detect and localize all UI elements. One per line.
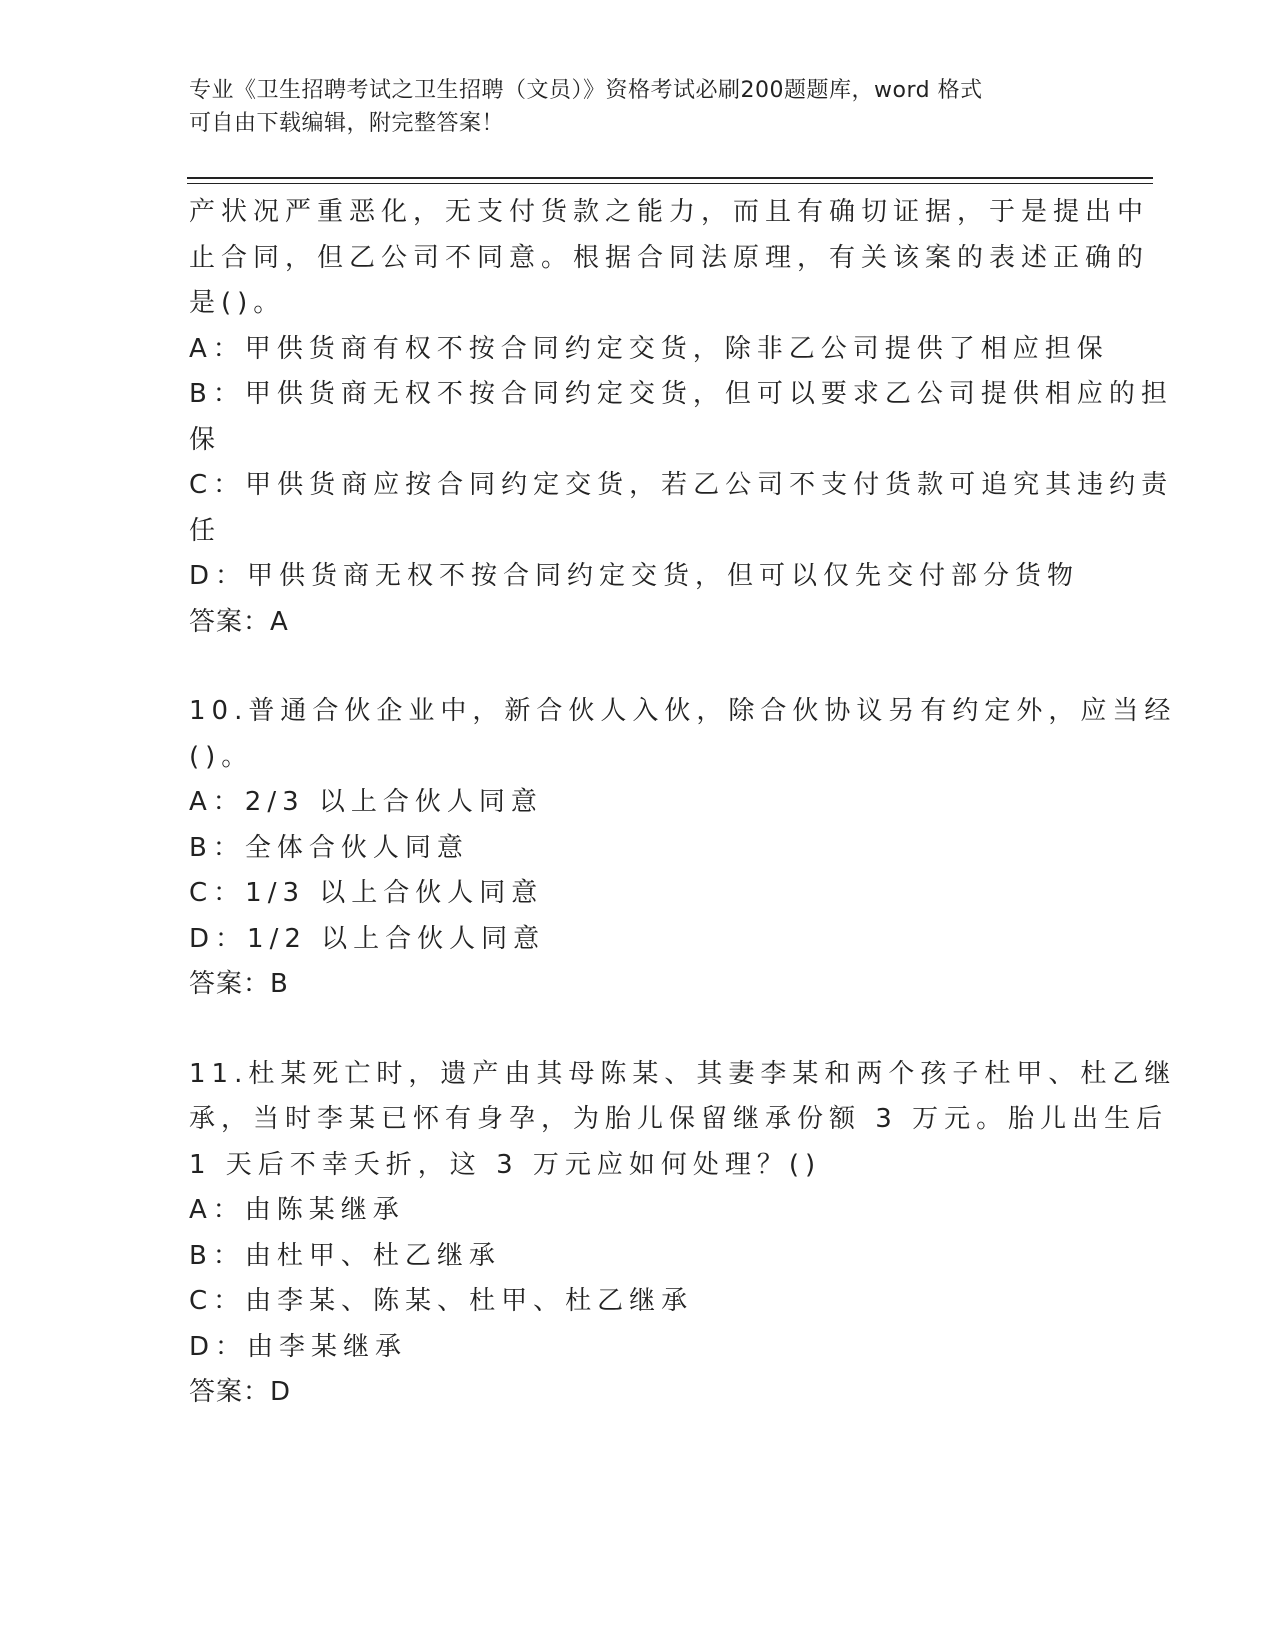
option-a: A：由陈某继承 bbox=[189, 1195, 405, 1225]
answer-label: 答案：A bbox=[189, 606, 289, 637]
question-spacer bbox=[189, 1008, 1089, 1052]
question-stem-line: 产状况严重恶化，无支付货款之能力，而且有确切证据，于是提出中 bbox=[189, 197, 1150, 227]
option-c: C：由李某、陈某、杜甲、杜乙继承 bbox=[189, 1286, 694, 1316]
question-10 bbox=[189, 689, 1177, 1008]
option-d: D：由李某继承 bbox=[189, 1331, 408, 1362]
question-stem-line: 1 天后不幸夭折，这 3 万元应如何处理？() bbox=[189, 1149, 822, 1180]
question-stem-line: 止合同，但乙公司不同意。根据合同法原理，有关该案的表述正确的 bbox=[189, 242, 1150, 273]
option-c: C：甲供货商应按合同约定交货，若乙公司不支付货款可追究其违约责 bbox=[189, 470, 1174, 500]
question-stem-line: 是()。 bbox=[189, 288, 286, 318]
option-c-continued: 任 bbox=[189, 515, 222, 546]
question-spacer bbox=[189, 645, 1089, 689]
option-a: A：2/3 以上合伙人同意 bbox=[189, 787, 543, 817]
header-title-line-1: 专业《卫生招聘考试之卫生招聘（文员）》资格考试必刷200题题库，word 格式 bbox=[189, 78, 983, 103]
option-b: B：甲供货商无权不按合同约定交货，但可以要求乙公司提供相应的担 bbox=[189, 379, 1173, 409]
option-b: B：全体合伙人同意 bbox=[189, 832, 469, 863]
page-header bbox=[189, 74, 1089, 140]
question-stem-line: 承，当时李某已怀有身孕，为胎儿保留继承份额 3 万元。胎儿出生后 bbox=[189, 1104, 1169, 1134]
header-divider-thick bbox=[187, 177, 1153, 179]
option-d: D：甲供货商无权不按合同约定交货，但可以仅先交付部分货物 bbox=[189, 561, 1080, 591]
question-stem-line: 11.杜某死亡时，遗产由其母陈某、其妻李某和两个孩子杜甲、杜乙继 bbox=[189, 1058, 1177, 1089]
option-b: B：由杜甲、杜乙继承 bbox=[189, 1240, 501, 1271]
option-b-continued: 保 bbox=[189, 424, 222, 455]
option-a: A：甲供货商有权不按合同约定交货，除非乙公司提供了相应担保 bbox=[189, 333, 1109, 364]
header-title-line-2: 可自由下载编辑，附完整答案！ bbox=[189, 111, 505, 136]
question-stem-line: ()。 bbox=[189, 741, 254, 772]
header-divider-thin bbox=[187, 183, 1153, 184]
answer-label: 答案：B bbox=[189, 969, 289, 999]
question-11 bbox=[189, 1052, 1177, 1416]
question-9 bbox=[189, 190, 1174, 645]
answer-label: 答案：D bbox=[189, 1377, 292, 1407]
option-d: D：1/2 以上合伙人同意 bbox=[189, 923, 546, 954]
question-stem-line: 10.普通合伙企业中，新合伙人入伙，除合伙协议另有约定外，应当经 bbox=[189, 696, 1177, 726]
option-c: C：1/3 以上合伙人同意 bbox=[189, 878, 544, 908]
document-body bbox=[189, 190, 1177, 1416]
